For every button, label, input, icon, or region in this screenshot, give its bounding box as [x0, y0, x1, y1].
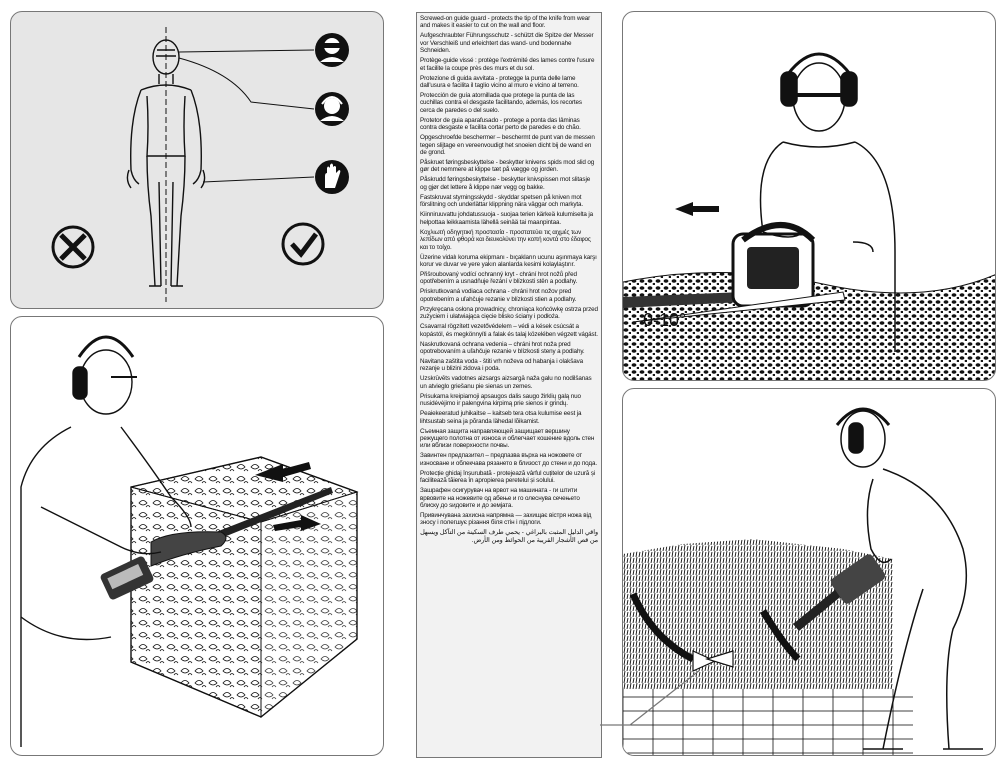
- text-paragraph: Priskrutkovaná vodiaca ochrana - chráni hrot nožov pred opotrebením a uľahčuje rezanie v blízkosti stien a podlahy.: [420, 288, 577, 303]
- text-paragraph: Protège-guide vissé : protège l'extrémité des lames contre l'usure et facilite la coupe près des murs et du sol.: [420, 57, 595, 72]
- text-paragraph: Protetor de guia aparafusado - protege a ponta das lâminas contra desgaste e facilita cortar perto de paredes e do chão.: [420, 116, 581, 132]
- text-paragraph: Navitana zaštita voda - štiti vrh noževa od habanja i olakšava rezanje u blizini zidova i poda.: [420, 357, 584, 373]
- text-paragraph: Prisukama kreipiamoji apsaugos dalis saugo žirklių galą nuo nusidėvėjimo ir palengvina kirpimą prie sienos ir grindų.: [420, 392, 581, 408]
- text-paragraph: Przykręcana osłona prowadnicy, chroniąca końcówkę ostrza przed zużyciem i ułatwiająca cięcie blisko ściany i podłoża.: [420, 305, 598, 321]
- text-paragraph: Påskruet føringsbeskyttelse - beskytter knivens spids mod slid og gør det nemmere at klippe tæt på væggе og jorden.: [420, 159, 595, 174]
- hand-protection-icon: [315, 160, 349, 194]
- angle-label: 0-10°: [643, 310, 687, 330]
- cross-icon: [53, 227, 93, 267]
- text-paragraph: Přišroubovaný vodící ochranný kryt - chrání hrot nožů před opotřebením a usnadňuje řezání v blízkosti stěn a podlahy.: [420, 270, 578, 286]
- check-icon: [283, 224, 323, 264]
- text-paragraph: Screwed-on guide guard - protects the tip of the knife from wear and makes it easier to cut on the wall and floor.: [420, 15, 591, 30]
- text-paragraph: Csavarral rögzített vezetővédelem – védi a kések csúcsát a kopástól, és megkönnyíti a falak és talaj közelében végzett vágást.: [420, 323, 598, 338]
- multilingual-text-column: [416, 12, 602, 758]
- text-paragraph: Peaiekeeratud juhikaitse – kaitseb tera otsa kulumise eest ja lihtsustab seina ja põranda lähedal lõikamist.: [420, 410, 582, 425]
- text-paragraph: Naskrutkovaná ochrana vedenia – chráni hrot noža pred opotrebovaním a uľahčuje rezanie v blízkosti steny a podlahy.: [420, 340, 585, 355]
- text-paragraph: Зашрафен осигурувач на врвот на машината - ги штити врвовите на ножевите од абење и го олеснува сечењето блиску до ѕидовите и до земјата.: [420, 487, 580, 509]
- ppe-illustration: [11, 12, 384, 309]
- trimming-hedge-illustration: [11, 317, 384, 756]
- text-paragraph: Opgeschroefde beschermer – beschermt de punt van de messen tegen slijtage en vereenvoudigt het snoeien dicht bij de wand en de grond.: [420, 134, 595, 157]
- trimming-hedge-panel: [10, 316, 384, 756]
- text-paragraph: Uzskrūvēts vadotnes aizsargs aizsargā naža galu no nodilšanas un atvieglo griešanu pie sienas un zemes.: [420, 375, 592, 390]
- ppe-panel: [10, 11, 384, 309]
- text-paragraph: Kiinniruuvattu johdatussuoja - suojaa terien kärkeä kulumiselta ja helpottaa leikkaamista lähellä seinää tai maanpintaa.: [420, 211, 594, 226]
- text-paragraph-arabic: واقي الدليل المثبت بالبراغي - يحمي طرف السكينة من التآكل ويسهل من قص الأشجار القريبة من الحوائط ومن الأرض.: [420, 529, 598, 544]
- text-paragraph: Protecție ghidaj înșurubată - protejează vârful cuțitelor de uzură și facilitează tăierea în apropierea peretelui și solului.: [420, 469, 596, 485]
- text-paragraph: Привинчувана захисна напрямна — захищає вістря ножа від зносу і полегшує різання біля стін і підлоги.: [420, 512, 592, 527]
- text-paragraph: Aufgeschraubter Führungsschutz - schützt die Spitze der Messer vor Verschleiß und erleichtert das wand- und bodennahe Schneiden.: [420, 32, 594, 55]
- eye-protection-icon: [315, 33, 349, 67]
- ear-protection-icon: [315, 92, 349, 126]
- text-paragraph: Κοχλιωτή οδηγητική προστασία - προστατεύει τις αιχμές των λεπίδων από φθορά και διευκολύνει την κοπή κοντά στο έδαφος και το τοίχο.: [420, 228, 591, 251]
- text-paragraph: Съемная защита направляющей защищает вершину режущего полотна от износа и облегчает кошение вдоль стен или вблизи поверхности почвы.: [420, 427, 595, 450]
- text-paragraph: Fastskruvat styrningsskydd - skyddar spetsen på kniven mot förslitning och underlättar klippning nära väggar och markyta.: [420, 193, 584, 209]
- text-paragraph: Üzerine vidalı koruma ekipmanı - bıçakların ucunu aşınmaya karşı korur ve duvar ve yere yakın alanlarda kesimi kolaylaştırır.: [420, 253, 597, 268]
- text-paragraph: Påskrudd føringsbeskyttelse - beskytter knivspissen mot slitasje og gjør det lettere å klippe nær vegg og bakke.: [420, 176, 591, 191]
- cutting-angle-illustration: [623, 12, 996, 381]
- cutting-angle-panel: [622, 11, 996, 381]
- text-paragraph: Protezione di guida avvitata - protegge la punta delle lame dall'usura e facilita il taglio vicino al muro e vicino al terreno.: [420, 74, 579, 90]
- text-paragraph: Завинтен предпазител – предпазва върха на ножовете от износване и облекчава рязането в близост до стени и до пода.: [420, 452, 597, 467]
- direction-arrow: [675, 202, 719, 216]
- callout-connector: [600, 665, 700, 735]
- text-paragraph: Protección de guía atornillada que protege la punta de las cuchillas contra el desgaste facilitando, además, los recortes cerca de paredes o del suelo.: [420, 92, 582, 114]
